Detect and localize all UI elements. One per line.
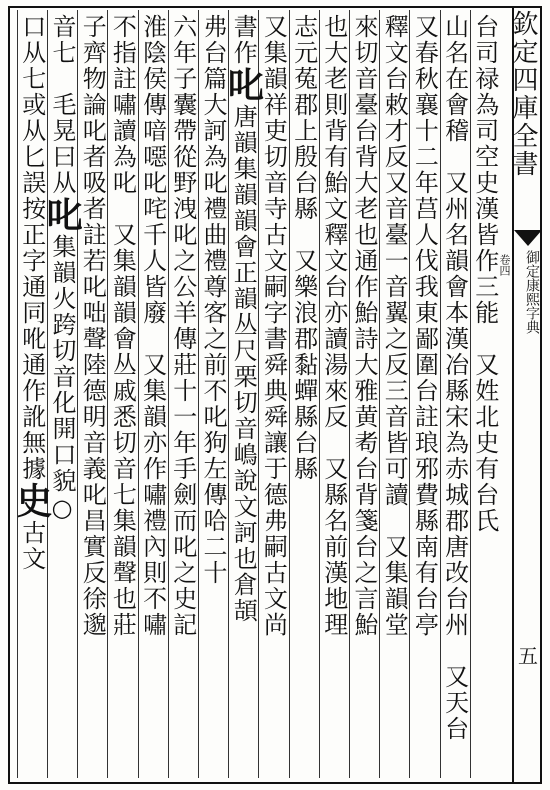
column-text: 古文	[17, 520, 46, 572]
text-column	[222, 14, 265, 624]
column-divider	[258, 10, 259, 778]
text-column	[379, 14, 409, 638]
column-text: 按正字通同吪通作訛無據	[17, 196, 46, 482]
column-text: 弗台	[199, 14, 227, 66]
column-text: 篇大訶為叱禮曲禮尊客之前不叱狗左傳哈二十	[199, 66, 227, 586]
column-divider	[47, 10, 48, 778]
text-column	[349, 14, 379, 638]
column-text: 子齊物論叱者吸者註若叱咄聲陸德明音義叱昌實反徐邈	[78, 14, 107, 638]
column-divider	[289, 10, 290, 778]
text-column	[440, 14, 470, 742]
column-divider	[349, 10, 350, 778]
column-text: 也大老則背有鮐文釋文台亦讀湯來反 又縣名前漢地理	[319, 14, 348, 638]
column-divider	[138, 10, 139, 778]
text-column	[319, 14, 349, 638]
column-divider	[440, 10, 441, 778]
column-text: 釋文台敕才反又音臺一音翼之反三音皆可讀 又集韻堂	[380, 14, 409, 638]
column-text: 六年子囊帶從野洩叱之公羊傳莊十一年手劍而叱之史記	[168, 14, 197, 638]
column-divider	[409, 10, 410, 778]
column-text: 又集韻祥吏切音寺古文嗣字書舜典舜讓于德弗嗣古文尚	[259, 14, 288, 638]
column-text: 來切音臺台背大老也通作鮐詩大雅黄耇台背箋台之言鮐	[350, 14, 378, 638]
column-text: 淮陰侯傳喑噁叱咤千人皆廢 又集韻亦作嘯禮內則不嘯	[138, 14, 167, 638]
column-text: 台縣	[289, 430, 318, 482]
volume-label: 卷四	[498, 254, 511, 276]
book-title: 御定康熙字典	[524, 250, 540, 334]
text-column	[107, 14, 137, 638]
headword: 叱	[222, 66, 265, 104]
column-divider	[470, 10, 471, 778]
column-text: 音七 毛晃曰从	[48, 14, 76, 196]
text-column	[138, 14, 168, 638]
column-text: 口从七或从匕誤	[17, 14, 46, 196]
text-column	[409, 14, 439, 638]
column-divider	[168, 10, 169, 778]
column-divider	[379, 10, 380, 778]
column-text: 志元菟郡上殷台縣 又樂浪郡黏蟬縣	[289, 14, 318, 430]
text-column	[168, 14, 198, 638]
text-column	[258, 14, 288, 638]
column-text: 台司禄為司空史漢皆作三能 又姓北史有台氏	[470, 14, 499, 534]
column-text: 不指註嘯讀為叱 又集韻韻會丛戚悉切音七集韻聲也莊	[108, 14, 137, 638]
column-divider	[228, 10, 229, 778]
column-text: 山名在會稽 又州名韻會本漢冶縣宋為赤城郡唐改台州 又天台	[440, 14, 469, 742]
column-divider	[107, 10, 108, 778]
text-column	[77, 14, 107, 638]
column-text: 唐韻集韻韻會正韻丛尺栗切音嶋說文訶也倉頡	[229, 104, 258, 624]
text-column	[10, 14, 53, 572]
collection-title: 欽定四庫全書	[508, 10, 538, 178]
column-divider	[77, 10, 78, 778]
column-divider	[17, 10, 18, 778]
text-column	[289, 14, 319, 482]
column-text: 集韻火跨切音化開口貌○	[48, 234, 76, 524]
column-text: 書作	[229, 14, 258, 66]
column-divider	[319, 10, 320, 778]
headword: 叱	[41, 196, 83, 234]
text-column	[470, 14, 500, 534]
column-text: 又春秋襄十二年莒人伐我東鄙圍台註琅邪費縣南有台亭	[410, 14, 439, 638]
headword: 史	[10, 482, 53, 520]
page-number: 五	[518, 644, 538, 668]
text-column	[41, 14, 83, 524]
column-divider	[198, 10, 199, 778]
text-column	[198, 14, 228, 586]
